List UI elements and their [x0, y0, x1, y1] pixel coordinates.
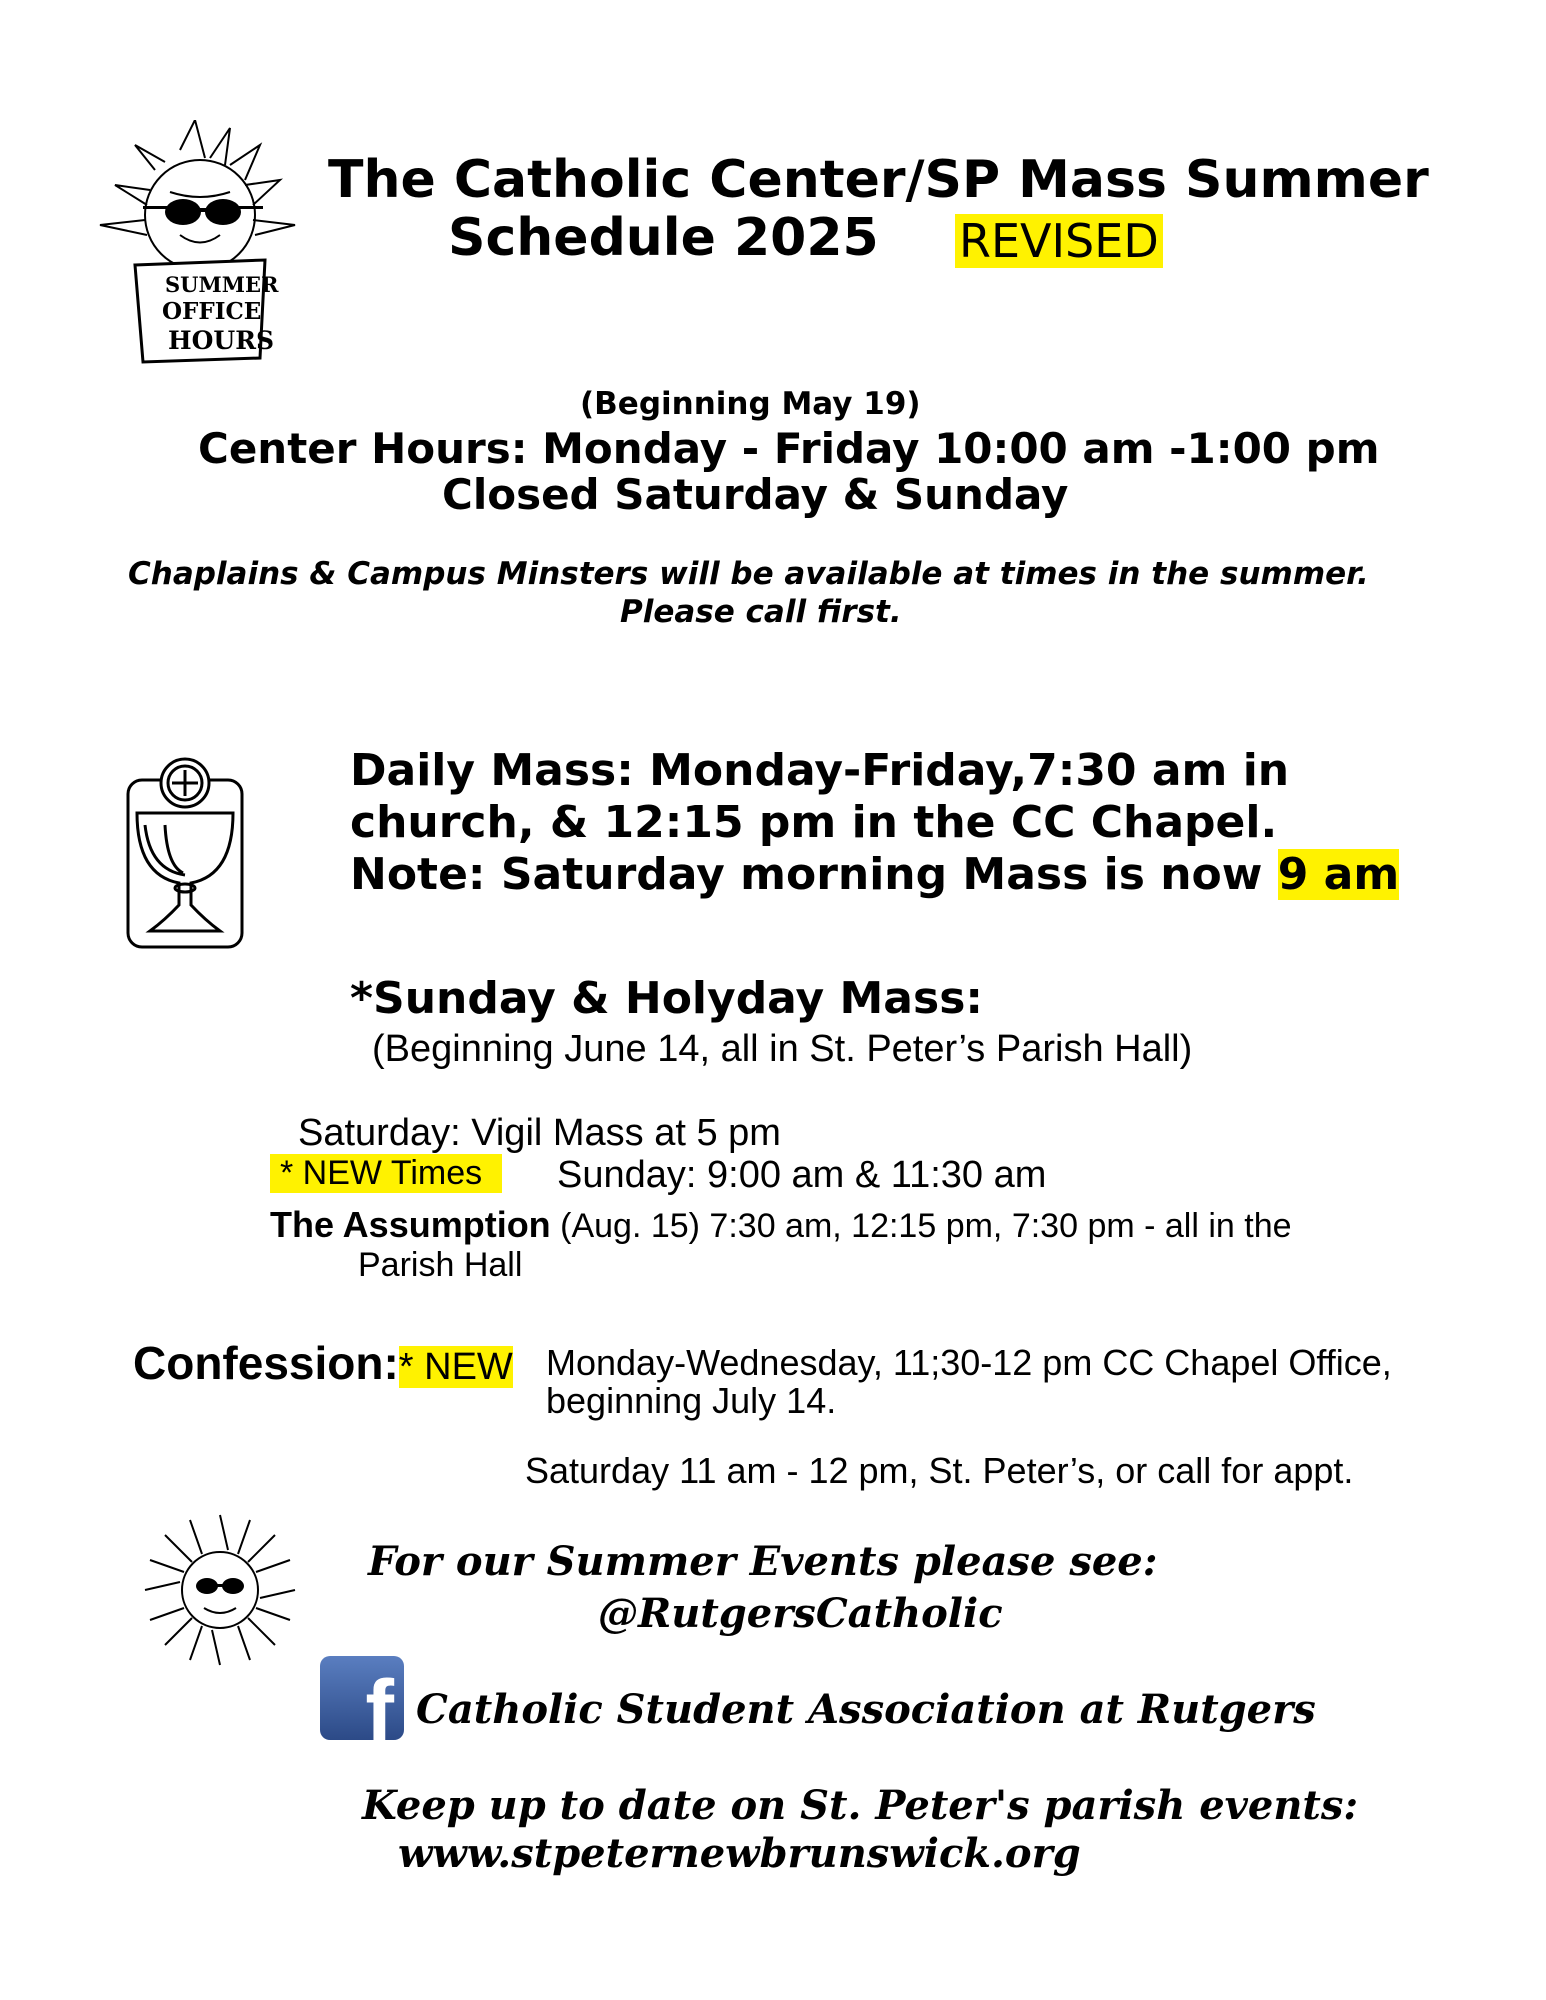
revised-badge: REVISED: [955, 214, 1163, 268]
saturday-mass-time: 9 am: [1277, 849, 1400, 900]
page-title-line2: Schedule 2025: [448, 208, 879, 268]
call-first-note: Please call first.: [620, 594, 902, 630]
new-times-badge: * NEW Times: [270, 1154, 502, 1193]
confession-new-badge: * NEW: [398, 1346, 513, 1388]
confession-colon: :: [383, 1337, 399, 1389]
instagram-handle[interactable]: @RutgersCatholic: [598, 1590, 1003, 1637]
confession-weekday: Monday-Wednesday, 11;30-12 pm CC Chapel Office,: [546, 1342, 1392, 1383]
summer-events-line: For our Summer Events please see:: [368, 1538, 1158, 1585]
daily-mass-line1: Daily Mass: Monday-Friday,7:30 am in: [350, 745, 1290, 796]
sunday-times: Sunday: 9:00 am & 11:30 am: [557, 1154, 1047, 1196]
parish-events-line: Keep up to date on St. Peter's parish events:: [362, 1782, 1359, 1829]
sun-sunglasses-icon: [140, 1510, 300, 1670]
daily-mass-line3: [350, 849, 1399, 901]
confession-start: beginning July 14.: [546, 1380, 837, 1421]
chalice-icon: [125, 755, 245, 950]
closed-days: Closed Saturday & Sunday: [442, 470, 1069, 519]
badge-text-hours: HOURS: [168, 326, 275, 355]
chaplains-note: Chaplains & Campus Minsters will be available at times in the summer.: [128, 556, 1369, 592]
sunday-mass-heading: *Sunday & Holyday Mass:: [350, 973, 983, 1024]
assumption-line: [270, 1204, 1292, 1246]
center-hours: Center Hours: Monday - Friday 10:00 am -1:00 pm: [198, 424, 1380, 473]
confession-label: Confession: [133, 1337, 384, 1389]
facebook-icon[interactable]: [320, 1656, 404, 1740]
badge-text-summer: SUMMER: [165, 272, 279, 297]
daily-mass-line2: church, & 12:15 pm in the CC Chapel.: [350, 797, 1278, 848]
page-title-line1: The Catholic Center/SP Mass Summer: [328, 150, 1429, 210]
assumption-location: Parish Hall: [358, 1246, 523, 1284]
saturday-mass-note: Note: Saturday morning Mass is now: [350, 849, 1278, 900]
facebook-icon-glyph: f: [365, 1663, 394, 1740]
beginning-date: (Beginning May 19): [580, 386, 921, 422]
assumption-label: The Assumption: [270, 1204, 551, 1245]
parish-website[interactable]: www.stpeternewbrunswick.org: [398, 1830, 1081, 1877]
confession-saturday: Saturday 11 am - 12 pm, St. Peter’s, or call for appt.: [525, 1450, 1354, 1491]
badge-text-office: OFFICE: [162, 298, 262, 325]
confession-line: [133, 1336, 513, 1390]
assumption-times: (Aug. 15) 7:30 am, 12:15 pm, 7:30 pm - all in the: [560, 1207, 1292, 1245]
facebook-group[interactable]: Catholic Student Association at Rutgers: [416, 1686, 1316, 1733]
saturday-vigil: Saturday: Vigil Mass at 5 pm: [298, 1112, 781, 1154]
sunday-mass-subheading: (Beginning June 14, all in St. Peter’s Parish Hall): [372, 1028, 1193, 1070]
